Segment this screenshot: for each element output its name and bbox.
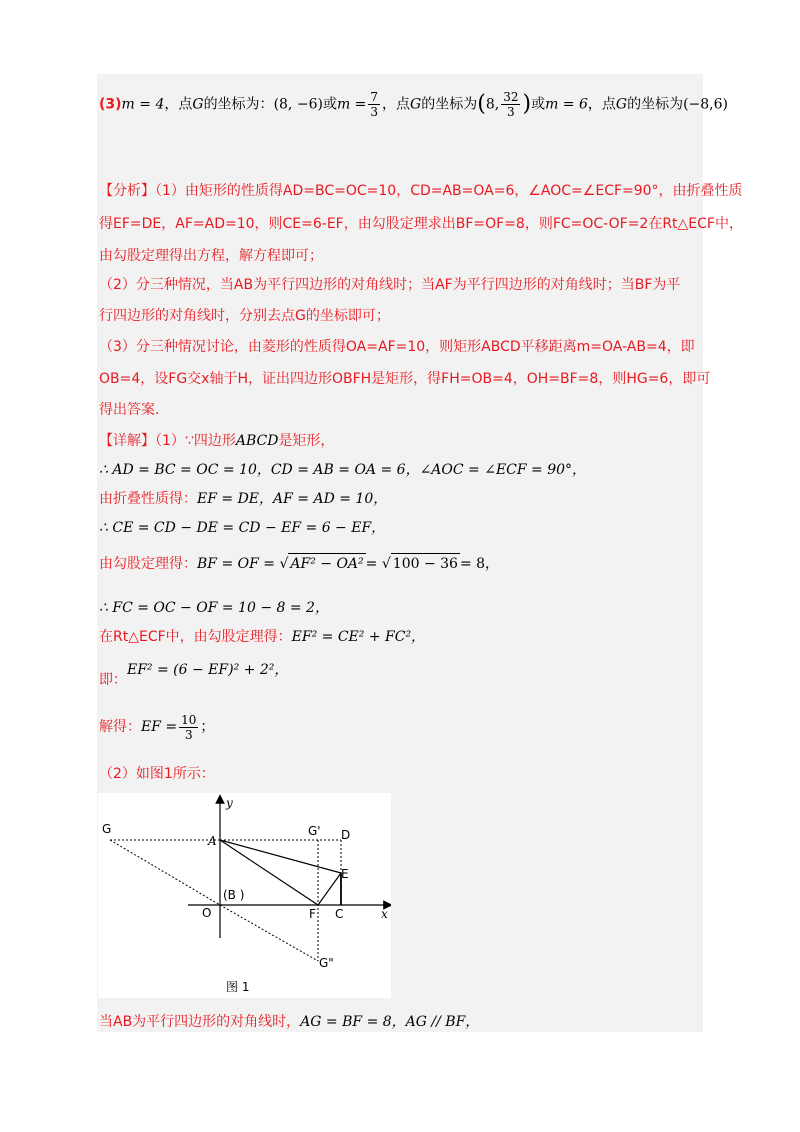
- dashed-o-gpp: [220, 905, 318, 961]
- label-a: A: [208, 834, 217, 848]
- detail-line-1: ∴ AD = BC = OC = 10，CD = AB = OA = 6，∠AOC = ∠ECF = 90°，: [99, 462, 587, 478]
- detail-line-8: 解得：EF = $\frac{10}{3}$ ；: [99, 712, 215, 742]
- label-d: D: [341, 828, 351, 842]
- part3-answer: (3)m = 4，点G的坐标为：(8, −6)或m = $\frac{7}{3}$ ，点G的坐标为(8, $\frac{32}{3}$ )或m = 6，点G的坐标为(−8,6): [99, 90, 728, 119]
- point-g: G: [615, 96, 628, 113]
- figure-1: [98, 793, 391, 998]
- label-c: C: [335, 907, 344, 921]
- label-b: (B ): [223, 888, 245, 902]
- point-g: G: [192, 96, 204, 113]
- detail-line-6: 在Rt△ECF中，由勾股定理得：EF² = CE² + FC²，: [99, 629, 426, 645]
- analysis-line-4: （2）分三种情况，当AB为平行四边形的对角线时；当AF为平行四边形的对角线时；当BF为平: [99, 277, 681, 293]
- detail-line-4: 由勾股定理得：BF = OF = √ AF² − OA² = √ 100 − 36 = 8，: [99, 553, 499, 574]
- point-g: G: [410, 96, 422, 113]
- detail-line-7: 即：EF² = (6 − EF)² + 2²，: [99, 662, 289, 688]
- point-g-coord-2: 8,: [485, 96, 500, 113]
- label-g: G: [102, 822, 112, 836]
- figure-1-diagram: [98, 793, 391, 998]
- label-f: F: [309, 907, 316, 921]
- part3-text: ，点: [587, 96, 616, 113]
- detail-line-3: ∴ CE = CD − DE = CD − EF = 6 − EF，: [99, 520, 386, 536]
- point-g-coord-3: (−8,6): [683, 96, 728, 113]
- analysis-line-2: 得EF=DE，AF=AD=10，则CE=6-EF，由勾股定理求出BF=OF=8，则FC=OC-OF=2在Rt△ECF中，: [99, 216, 743, 232]
- dashed-go: [110, 840, 220, 905]
- figure-caption: 图 1: [226, 980, 250, 994]
- label-y: y: [226, 796, 233, 810]
- part3-m3: m = 6: [545, 96, 588, 113]
- analysis-line-3: 由勾股定理得出方程，解方程即可；: [99, 248, 323, 264]
- label-o: O: [202, 906, 212, 920]
- analysis-line-5: 行四边形的对角线时，分别去点G的坐标即可；: [99, 308, 390, 324]
- label-e: E: [341, 867, 349, 881]
- label-g-double-prime: G": [319, 956, 334, 970]
- segment-ae: [220, 840, 341, 873]
- analysis-line-8: 得出答案.: [99, 402, 160, 418]
- part3-text: 的坐标为：: [203, 96, 274, 113]
- part3-text: 或: [531, 96, 546, 113]
- part3-text: 的坐标为: [421, 96, 478, 113]
- part3-text: 的坐标为: [627, 96, 684, 113]
- part3-m1: m = 4: [121, 96, 165, 113]
- fraction-7-3: $\frac{7}{3}$: [370, 90, 379, 119]
- detail-line-10: 当AB为平行四边形的对角线时，AG = BF = 8，AG // BF，: [99, 1014, 480, 1030]
- part3-text: ，点: [164, 96, 193, 113]
- label-g-prime: G': [308, 824, 321, 838]
- part3-text: ，点: [382, 96, 411, 113]
- fraction-32-3: $\frac{32}{3}$: [503, 90, 519, 119]
- fraction-10-3: $\frac{10}{3}$: [181, 712, 197, 742]
- part3-text: 或: [322, 96, 337, 113]
- analysis-line-6: （3）分三种情况讨论，由菱形的性质得OA=AF=10，则矩形ABCD平移距离m=OA-AB=4，即: [99, 339, 695, 355]
- detail-head: 【详解】（1）∵四边形ABCD是矩形，: [99, 433, 335, 449]
- point-g-coord-1: (8, −6): [273, 96, 323, 113]
- detail-line-2: 由折叠性质得：EF = DE，AF = AD = 10，: [99, 491, 388, 507]
- detail-line-5: ∴ FC = OC − OF = 10 − 8 = 2，: [99, 600, 329, 616]
- part3-m2: m =: [336, 96, 367, 113]
- analysis-line-7: OB=4，设FG交x轴于H，证出四边形OBFH是矩形，得FH=OB=4，OH=BF=8，则HG=6，即可: [99, 371, 711, 387]
- part3-number: (3): [99, 96, 122, 113]
- analysis-line-1: 【分析】（1）由矩形的性质得AD=BC=OC=10，CD=AB=OA=6，∠AOC=∠ECF=90°，由折叠性质: [99, 183, 743, 199]
- segment-fe: [318, 873, 341, 905]
- label-x: x: [381, 907, 388, 921]
- detail-line-9: （2）如图1所示：: [99, 766, 215, 782]
